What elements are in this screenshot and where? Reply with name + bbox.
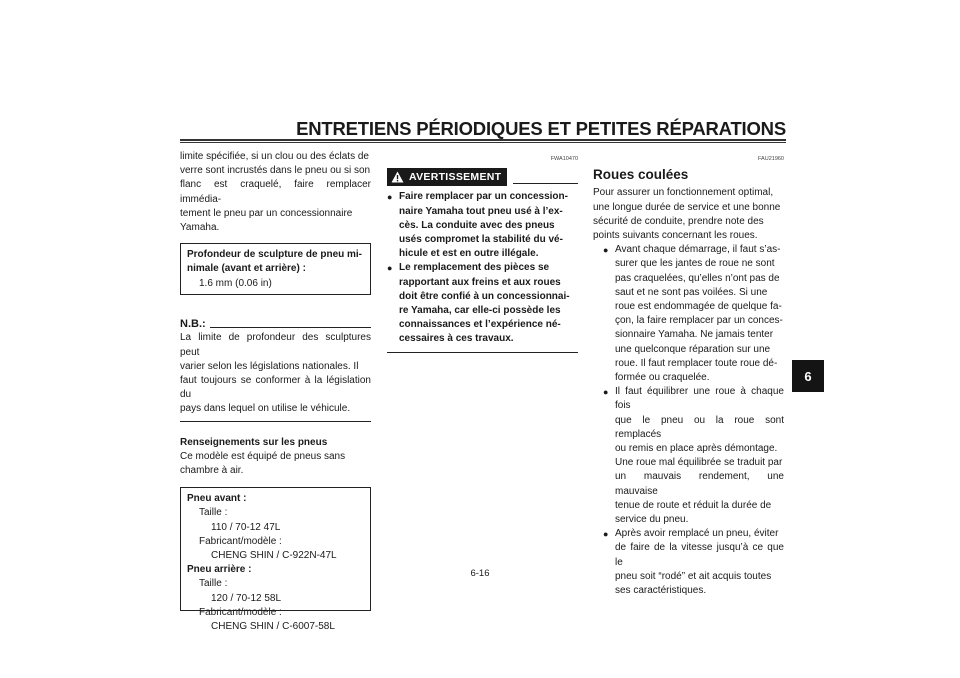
tire-info-title: Renseignements sur les pneus (180, 436, 328, 448)
spec-label: Profondeur de sculpture de pneu mi- (187, 249, 363, 261)
nb-end-rule (180, 421, 371, 422)
front-tire-label: Pneu avant : (187, 493, 247, 505)
wheel-list (593, 243, 784, 598)
bullet-icon: ● (387, 192, 393, 203)
right-column (593, 152, 784, 598)
nb-text: La limite de profondeur des sculptures peut varier selon les législations nationales. Il faut toujours se conformer à la législation du pays dans lequel on utilise le véhicule. (180, 332, 371, 415)
list-item: ● Faire remplacer par un concession- naire Yamaha tout pneu usé à l’ex- cès. La conduite avec des pneus usés compromet la stabilité du vé- hicule et est en outre illégale. (387, 190, 578, 261)
spec-box (180, 243, 371, 295)
warning-header (387, 168, 578, 186)
list-item: ● Le remplacement des pièces se rapportant aux freins et aux roues doit être confié à un concessionnai- re Yamaha, car elle-ci possède les connaissances et l’expérience né- cessaires à ces travaux. (387, 261, 578, 346)
tire-info (180, 436, 371, 479)
rear-tire-label: Pneu arrière : (187, 564, 252, 576)
spec-label-2: nimale (avant et arrière) : (187, 263, 306, 275)
page-title: ENTRETIENS PÉRIODIQUES ET PETITES RÉPARATIONS (296, 118, 786, 139)
section-code: FAU21960 (758, 156, 784, 162)
section-intro: Pour assurer un fonctionnement optimal, une longue durée de service et une bonne sécurité de conduite, prendre note des points suivants concernant les roues. (593, 187, 781, 242)
warning-triangle-icon (391, 171, 404, 183)
bullet-icon: ● (603, 245, 609, 256)
nb-title: N.B.: (180, 318, 206, 331)
nb-block (180, 317, 371, 421)
bullet-icon: ● (603, 387, 609, 398)
middle-column (387, 152, 578, 353)
intro-paragraph: limite spécifiée, si un clou ou des éclats de verre sont incrustés dans le pneu ou si son flanc est craquelé, faire remplacer immédia- tement le pneu par un concessionnaire Yamaha. (180, 151, 371, 234)
rear-tire-size: 120 / 70-12 58L (211, 592, 282, 604)
left-column (180, 150, 371, 633)
tire-box: Pneu avant : Taille : 110 / 70-12 47L Fabricant/modèle : CHENG SHIN / C-922N-47L Pneu arrière : Taille : 120 / 70-12 58L Fabricant/modèle : CHENG SHIN / C-6007-58L (180, 487, 371, 611)
bullet-icon: ● (387, 263, 393, 274)
rear-tire-maker: CHENG SHIN / C-6007-58L (211, 621, 335, 633)
warning-label: AVERTISSEMENT (409, 171, 502, 184)
warning-list (387, 190, 578, 346)
warning-code: FWA10470 (550, 156, 578, 162)
spec-value: 1.6 mm (0.06 in) (199, 277, 272, 289)
chapter-tab: 6 (792, 360, 824, 392)
list-item: ● Après avoir remplacé un pneu, éviter de faire de la vitesse jusqu’à ce que le pneu soit “rodé” et ait acquis toutes ses caractéristiques. (603, 527, 784, 598)
warning-badge (387, 168, 507, 186)
header-rule (180, 139, 786, 143)
front-tire-size: 110 / 70-12 47L (211, 521, 281, 533)
warning-end-rule (387, 352, 578, 353)
page-number: 6-16 (470, 568, 490, 579)
bullet-icon: ● (603, 529, 609, 540)
front-tire-maker: CHENG SHIN / C-922N-47L (211, 550, 337, 562)
tire-info-text: Ce modèle est équipé de pneus sans chambre à air. (180, 450, 346, 477)
section-title: Roues coulées (593, 167, 689, 183)
list-item: ● Il faut équilibrer une roue à chaque fois que le pneu ou la roue sont remplacés ou remis en place après démontage. Une roue mal équilibrée se traduit par un mauvais rendement, une mauvaise tenue de route et réduit la durée de service du pneu. (603, 385, 784, 527)
list-item: ● Avant chaque démarrage, il faut s’as- surer que les jantes de roue ne sont pas craquelées, qu’elles n’ont pas de saut et ne sont pas voilées. Si une roue est endommagée de quelque fa- çon, la faire remplacer par un conces- sionnaire Yamaha. Ne jamais tenter une quelconque réparation sur une roue. Il faut remplacer toute roue dé- formée ou craquelée. (603, 243, 784, 385)
